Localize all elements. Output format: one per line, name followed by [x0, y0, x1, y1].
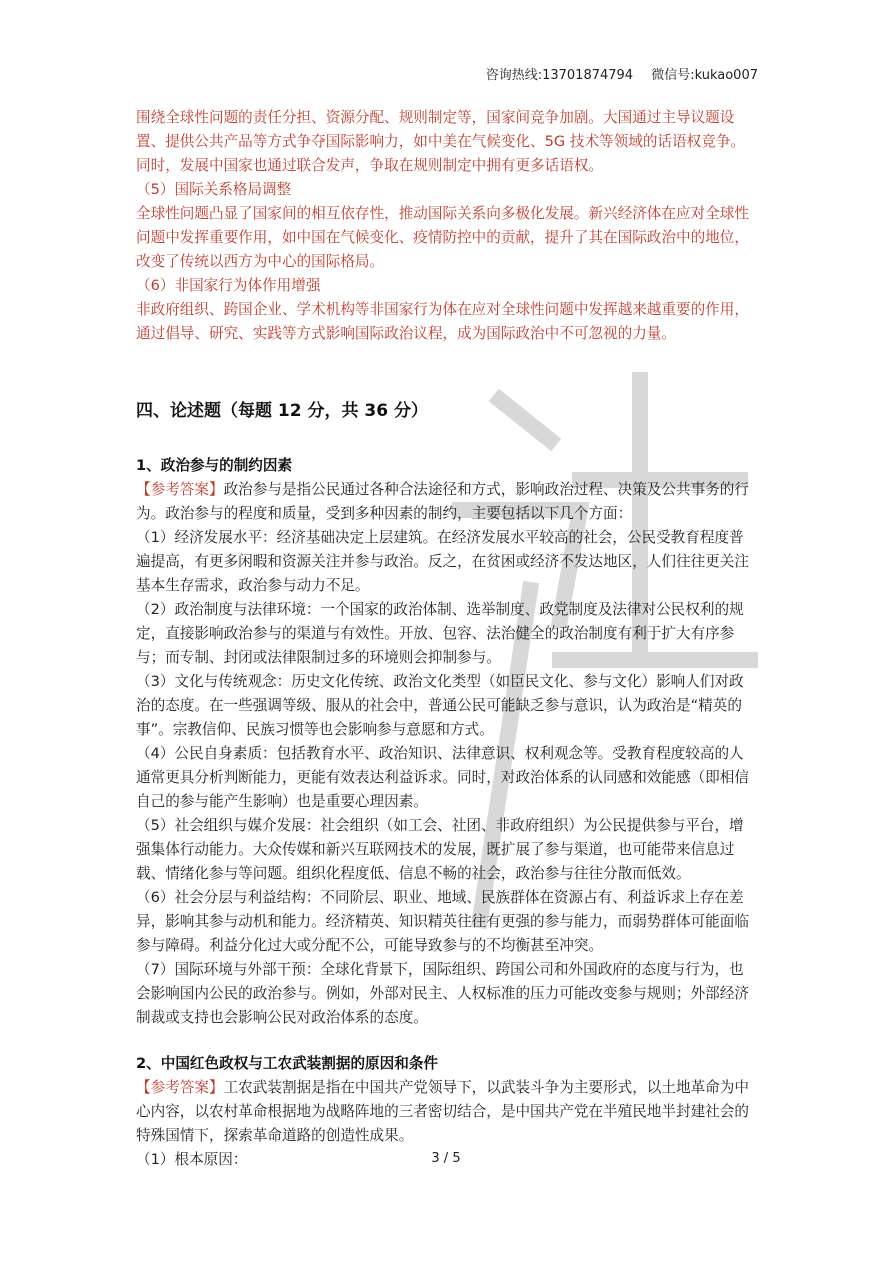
page-number: 3 / 5 — [431, 1151, 461, 1166]
question-1-intro — [136, 478, 758, 526]
red-paragraph: 围绕全球性问题的责任分担、资源分配、规则制定等，国家间竞争加剧。大国通过主导议题设置、提供公共产品等方式争夺国际影响力，如中美在气候变化、5G 技术等领域的话语权竞争。同时，发展中国家也通过联合发声，争取在规则制定中拥有更多话语权。 — [136, 109, 745, 174]
red-paragraph: 非政府组织、跨国企业、学术机构等非国家行为体在应对全球性问题中发挥越来越重要的作用，通过倡导、研究、实践等方式影响国际政治议程，成为国际政治中不可忽视的力量。 — [136, 301, 749, 342]
answer-point: （5）社会组织与媒介发展：社会组织（如工会、社团、非政府组织）为公民提供参与平台，增强集体行动能力。大众传媒和新兴互联网技术的发展，既扩展了参与渠道，也可能带来信息过载、情绪化参与等问题。组织化程度低、信息不畅的社会，政治参与往往分散而低效。 — [136, 817, 744, 882]
section-title: 四、论述题（每题 12 分，共 36 分） — [136, 401, 428, 421]
page-header — [486, 64, 758, 83]
wechat-text: 微信号:kukao007 — [651, 68, 758, 83]
answer-point: （7）国际环境与外部干预：全球化背景下，国际组织、跨国公司和外国政府的态度与行为，也会影响国内公民的政治参与。例如，外部对民主、人权标准的压力可能改变参与规则；外部经济制裁或支持也会影响公民对政治体系的态度。 — [136, 961, 749, 1026]
question-2-title: 2、中国红色政权与工农武装割据的原因和条件 — [136, 1055, 439, 1072]
document-body — [136, 106, 758, 1172]
answer-tag: 【参考答案】 — [136, 481, 224, 498]
answer-point: （4）公民自身素质：包括教育水平、政治知识、法律意识、权利观念等。受教育程度较高的人通常更具分析判断能力，更能有效表达利益诉求。同时，对政治体系的认同感和效能感（即相信自己的参与能产生影响）也是重要心理因素。 — [136, 745, 749, 810]
answer-point: （3）文化与传统观念：历史文化传统、政治文化类型（如臣民文化、参与文化）影响人们对政治的态度。在一些强调等级、服从的社会中，普通公民可能缺乏参与意识，认为政治是“精英的事”。宗教信仰、民族习惯等也会影响参与意愿和方式。 — [136, 673, 744, 738]
answer-point: （2）政治制度与法律环境：一个国家的政治体制、选举制度、政党制度及法律对公民权利的规定，直接影响政治参与的渠道与有效性。开放、包容、法治健全的政治制度有利于扩大有序参与；而专制、封闭或法律限制过多的环境则会抑制参与。 — [136, 601, 744, 666]
answer-intro-text: 政治参与是指公民通过各种合法途径和方式，影响政治过程、决策及公共事务的行为。政治参与的程度和质量，受到多种因素的制约，主要包括以下几个方面： — [136, 481, 749, 522]
answer-point: （6）社会分层与利益结构：不同阶层、职业、地域、民族群体在资源占有、利益诉求上存在差异，影响其参与动机和能力。经济精英、知识精英往往有更强的参与能力，而弱势群体可能面临参与障碍。利益分化过大或分配不公，可能导致参与的不均衡甚至冲突。 — [136, 889, 749, 954]
red-subheading: （5）国际关系格局调整 — [136, 181, 292, 198]
red-subheading: （6）非国家行为体作用增强 — [136, 277, 321, 294]
red-paragraph: 全球性问题凸显了国家间的相互依存性，推动国际关系向多极化发展。新兴经济体在应对全球性问题中发挥重要作用，如中国在气候变化、疫情防控中的贡献，提升了其在国际政治中的地位，改变了传统以西方为中心的国际格局。 — [136, 205, 749, 270]
answer-intro-text: 工农武装割据是指在中国共产党领导下，以武装斗争为主要形式，以土地革命为中心内容，以农村革命根据地为战略阵地的三者密切结合，是中国共产党在半殖民地半封建社会的特殊国情下，探索革命道路的创造性成果。 — [136, 1079, 749, 1144]
red-section — [136, 106, 758, 346]
answer-tag: 【参考答案】 — [136, 1079, 224, 1096]
question-2-intro — [136, 1076, 758, 1148]
hotline-text: 咨询热线:13701874794 — [485, 68, 634, 83]
answer-point: （1）经济发展水平：经济基础决定上层建筑。在经济发展水平较高的社会，公民受教育程度普遍提高，有更多闲暇和资源关注并参与政治。反之，在贫困或经济不发达地区，人们往往更关注基本生存需求，政治参与动力不足。 — [136, 529, 749, 594]
question-1-title: 1、政治参与的制约因素 — [136, 457, 293, 474]
answer-point: （1）根本原因： — [136, 1151, 248, 1168]
